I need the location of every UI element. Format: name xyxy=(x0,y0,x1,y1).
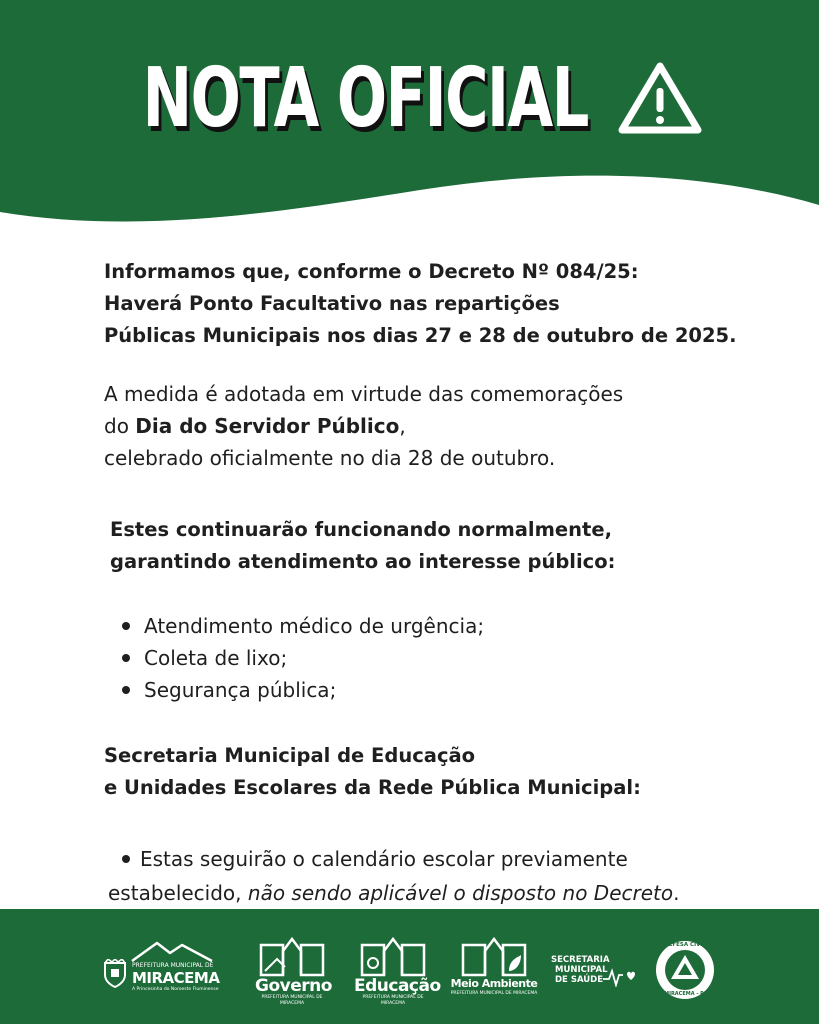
warning-triangle-icon xyxy=(617,60,703,136)
education-note-line-2 xyxy=(108,876,794,910)
prefeitura-small-label: PREFEITURA MUNICIPAL DE xyxy=(132,962,214,969)
page-title: NOTA OFICIAL xyxy=(142,50,589,146)
notice-body xyxy=(104,256,794,910)
governo-emblem-icon xyxy=(255,935,329,977)
defesa-civil-logo xyxy=(654,939,716,1001)
defesa-civil-top-label: DEFESA CIVIL xyxy=(664,942,706,948)
governo-sublabel: PREFEITURA MUNICIPAL DE MIRACEMA xyxy=(261,995,323,1006)
intro-line-1: Informamos que, conforme o Decreto Nº 084/25: xyxy=(104,260,639,283)
continuing-line-2: garantindo atendimento ao interesse público: xyxy=(110,550,616,573)
measure-paragraph xyxy=(104,378,794,474)
educacao-emblem-icon xyxy=(354,935,432,977)
governo-label: Governo xyxy=(255,976,332,996)
education-note-italic: não sendo aplicável o disposto no Decreto xyxy=(247,881,674,905)
education-note xyxy=(104,842,794,910)
meio-ambiente-sublabel: PREFEITURA MUNICIPAL DE MIRACEMA xyxy=(450,991,538,996)
measure-line-3: celebrado oficialmente no dia 28 de outubro. xyxy=(104,446,556,470)
governo-logo xyxy=(255,935,332,1006)
saude-line-2: MUNICIPAL xyxy=(555,965,608,975)
heartbeat-icon xyxy=(603,965,637,987)
secretaria-saude-logo xyxy=(551,955,633,1001)
saude-line-1: SECRETARIA xyxy=(551,955,610,965)
intro-line-2: Haverá Ponto Facultativo nas repartições xyxy=(104,292,560,315)
title-row xyxy=(0,38,819,158)
services-list xyxy=(122,610,794,706)
continuing-line-1: Estes continuarão funcionando normalmente, xyxy=(110,518,612,541)
meio-ambiente-emblem-icon xyxy=(449,935,539,977)
meio-ambiente-label: Meio Ambiente xyxy=(450,977,538,990)
intro-line-3: Públicas Municipais nos dias 27 e 28 de outubro de 2025. xyxy=(104,324,737,347)
list-item: Atendimento médico de urgência; xyxy=(122,610,794,642)
header-banner xyxy=(0,0,819,230)
prefeitura-miracema-logo xyxy=(102,939,230,999)
education-heading xyxy=(104,740,794,804)
measure-line-2-prefix: do xyxy=(104,414,136,438)
list-item: Coleta de lixo; xyxy=(122,642,794,674)
prefeitura-name: MIRACEMA xyxy=(132,969,220,987)
footer-logos-bar xyxy=(0,909,819,1024)
defesa-civil-bottom-label: MIRACEMA - RJ xyxy=(664,991,706,997)
saude-line-3: DE SAÚDE xyxy=(555,975,604,985)
education-line-1: Secretaria Municipal de Educação xyxy=(104,744,476,767)
bullet-icon xyxy=(122,855,130,863)
education-note-prefix: estabelecido, xyxy=(108,881,248,905)
education-note-suffix: . xyxy=(673,881,680,905)
education-note-text-1: Estas seguirão o calendário escolar previamente xyxy=(140,847,628,871)
meio-ambiente-logo xyxy=(449,935,539,1005)
prefeitura-tagline: A Princesinha do Noroeste Fluminense xyxy=(132,987,219,992)
education-line-2: e Unidades Escolares da Rede Pública Municipal: xyxy=(104,776,641,799)
measure-line-1: A medida é adotada em virtude das comemorações xyxy=(104,382,624,406)
city-crest-icon xyxy=(102,959,128,989)
measure-line-2-suffix: , xyxy=(399,414,406,438)
servidor-day-highlight: Dia do Servidor Público xyxy=(135,414,400,438)
education-note-line-1 xyxy=(108,842,794,876)
list-item: Segurança pública; xyxy=(122,674,794,706)
educacao-sublabel: PREFEITURA MUNICIPAL DE MIRACEMA xyxy=(362,995,424,1006)
educacao-logo xyxy=(354,935,441,1006)
continuing-heading xyxy=(104,514,794,578)
educacao-label: Educação xyxy=(354,976,441,996)
intro-paragraph xyxy=(104,256,794,352)
measure-line-2 xyxy=(104,410,794,442)
